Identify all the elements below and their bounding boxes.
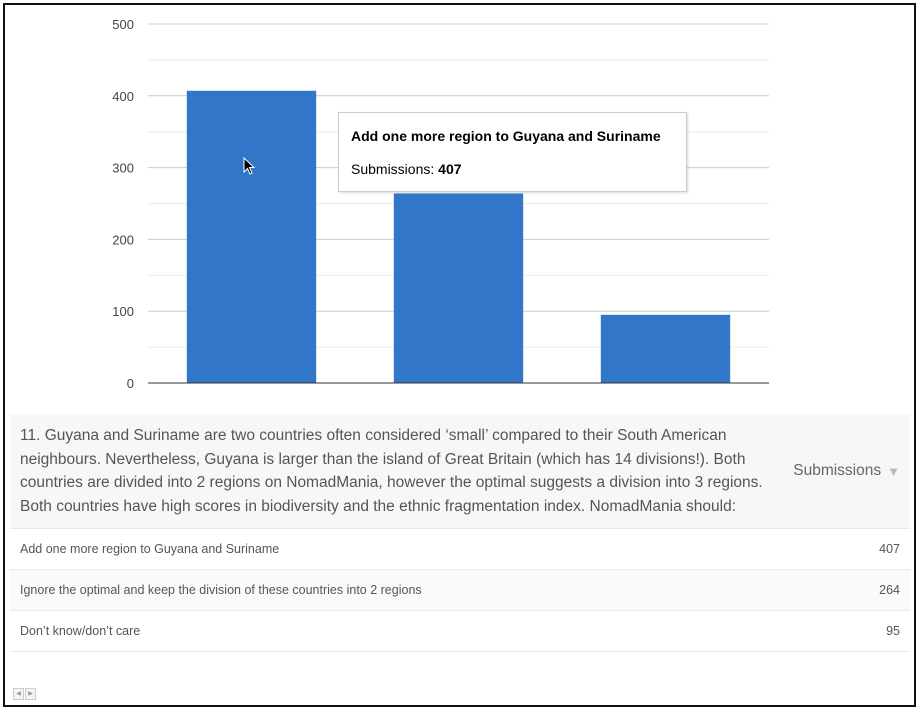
y-tick-label: 400	[112, 88, 134, 104]
table-header	[10, 414, 910, 529]
bar[interactable]	[187, 91, 316, 383]
table-pager	[13, 688, 36, 700]
bar[interactable]	[394, 193, 523, 383]
tooltip-label: Submissions:	[351, 161, 439, 177]
table-row	[10, 570, 910, 611]
table-row	[10, 529, 910, 570]
question-text: 11. Guyana and Suriname are two countries often considered ‘small’ compared to their South American neighbours. Nevertheless, Guyana is larger than the island of Great Britain (which has 14 divisions!). Both countries are divided into 2 regions on NomadMania, however the optimal suggests a division into 3 regions. Both countries have high scores in biodiversity and the ethnic fragmentation index. NomadMania should:	[20, 427, 763, 515]
row-label: Don’t know/don’t care	[20, 624, 141, 638]
tooltip-title: Add one more region to Guyana and Suriname	[351, 128, 661, 144]
table-row	[10, 611, 910, 652]
row-value: 95	[886, 624, 900, 638]
y-tick-label: 300	[112, 160, 134, 176]
submissions-column-header[interactable]	[790, 414, 910, 528]
y-tick-label: 500	[112, 17, 134, 32]
results-table	[10, 414, 910, 652]
sort-down-icon[interactable]: ▼	[887, 463, 900, 479]
row-label: Add one more region to Guyana and Suriname	[20, 542, 280, 556]
bar[interactable]	[601, 315, 730, 383]
y-tick-label: 100	[112, 304, 134, 320]
submissions-header-label: Submissions	[793, 462, 882, 479]
bar-chart	[5, 5, 916, 415]
row-label: Ignore the optimal and keep the division of these countries into 2 regions	[20, 583, 422, 597]
pager-next-icon[interactable]: ▶	[25, 688, 36, 700]
y-tick-label: 0	[126, 376, 134, 391]
row-value: 264	[879, 583, 900, 597]
tooltip-body	[351, 161, 674, 177]
chart-frame	[3, 3, 916, 707]
mouse-pointer-icon	[243, 157, 257, 177]
y-tick-label: 200	[112, 232, 134, 248]
tooltip-value: 407	[438, 161, 462, 177]
chart-tooltip	[338, 112, 687, 192]
pager-prev-icon[interactable]: ◀	[13, 688, 24, 700]
row-value: 407	[879, 542, 900, 556]
